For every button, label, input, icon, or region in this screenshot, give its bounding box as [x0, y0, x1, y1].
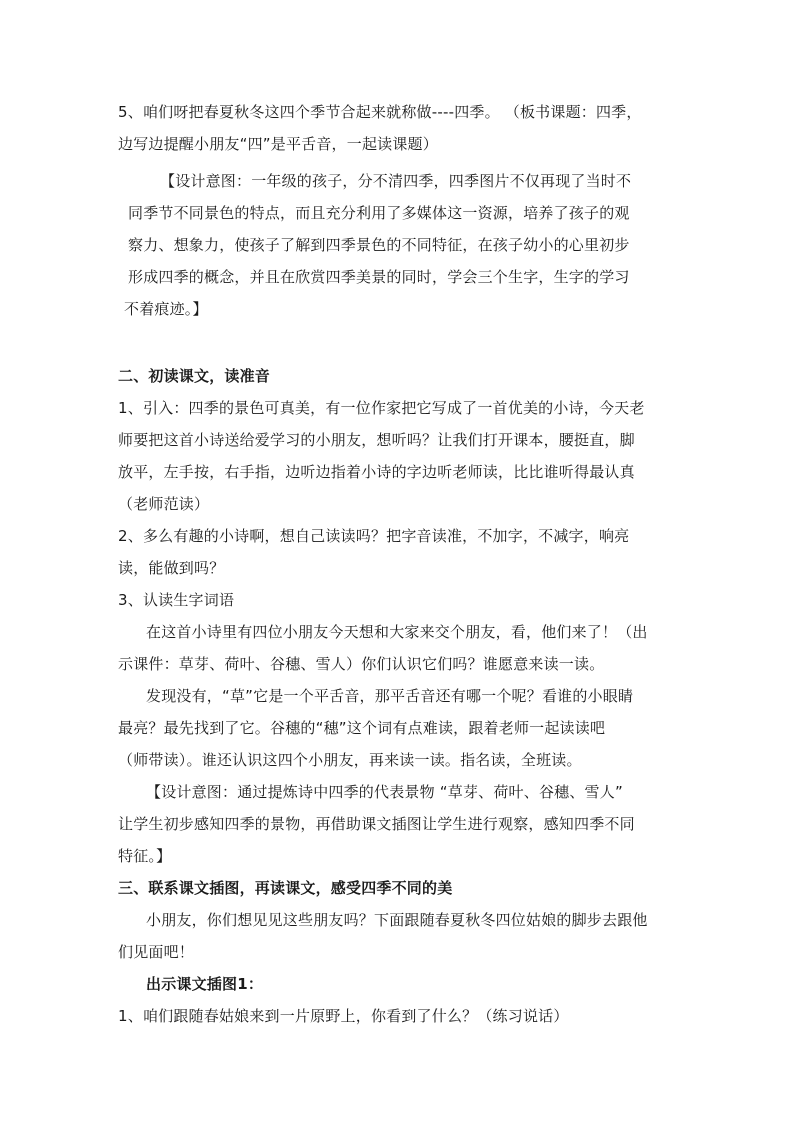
text-line: 师要把这首小诗送给爱学习的小朋友，想听吗？让我们打开课本，腰挺直，脚	[118, 431, 635, 449]
text-line: 边写边提醒小朋友“四”是平舌音，一起读课题）	[118, 135, 438, 153]
text-line: 特征。】	[118, 847, 172, 865]
text-line: 2、多么有趣的小诗啊，想自己读读吗？把字音读准，不加字，不减字，响亮	[118, 527, 630, 545]
section-heading: 出示课文插图1：	[146, 975, 264, 993]
text-line: 【设计意图：一年级的孩子，分不清四季，四季图片不仅再现了当时不	[160, 172, 632, 190]
text-line: 5、咱们呀把春夏秋冬这四个季节合起来就称做----四季。 （板书课题：四季，	[118, 103, 642, 121]
text-line: 发现没有，“草”它是一个平舌音，那平舌音还有哪一个呢？看谁的小眼睛	[146, 687, 634, 705]
text-line: 同季节不同景色的特点，而且充分利用了多媒体这一资源，培养了孩子的观	[128, 204, 630, 222]
text-line: 让学生初步感知四季的景物，再借助课文插图让学生进行观察，感知四季不同	[118, 815, 635, 833]
text-line: 察力、想象力，使孩子了解到四季景色的不同特征，在孩子幼小的心里初步	[128, 236, 630, 254]
section-heading: 二、初读课文，读准音	[118, 367, 271, 385]
text-line: 不着痕迹。】	[124, 300, 208, 318]
text-line: （师带读）。谁还认识这四个小朋友，再来读一读。指名读，全班读。	[118, 751, 582, 769]
section-heading: 三、联系课文插图，再读课文，感受四季不同的美	[118, 879, 453, 897]
text-line: 们见面吧！	[118, 943, 195, 961]
text-line: 【设计意图：通过提炼诗中四季的代表景物 “草芽、荷叶、谷穗、雪人”	[146, 783, 623, 801]
text-line: 形成四季的概念，并且在欣赏四季美景的同时，学会三个生字，生字的学习	[128, 268, 630, 286]
text-line: 小朋友，你们想见见这些朋友吗？下面跟随春夏秋冬四位姑娘的脚步去跟他	[146, 911, 648, 929]
text-line: 在这首小诗里有四位小朋友今天想和大家来交个朋友，看，他们来了！（出	[146, 623, 648, 641]
text-line: 1、引入：四季的景色可真美，有一位作家把它写成了一首优美的小诗，今天老	[118, 399, 645, 417]
text-line: （老师范读）	[118, 495, 210, 513]
text-line: 示课件：草芽、荷叶、谷穗、雪人）你们认识它们吗？谁愿意来读一读。	[118, 655, 605, 673]
text-line: 3、认读生字词语	[118, 591, 235, 609]
text-line: 放平，左手按，右手指，边听边指着小诗的字边听老师读，比比谁听得最认真	[118, 463, 635, 481]
text-line: 1、咱们跟随春姑娘来到一片原野上，你看到了什么？（练习说话）	[118, 1007, 569, 1025]
text-line: 读，能做到吗？	[118, 559, 225, 577]
text-line: 最亮？最先找到了它。谷穗的“穗”这个词有点难读，跟着老师一起读读吧	[118, 719, 606, 737]
